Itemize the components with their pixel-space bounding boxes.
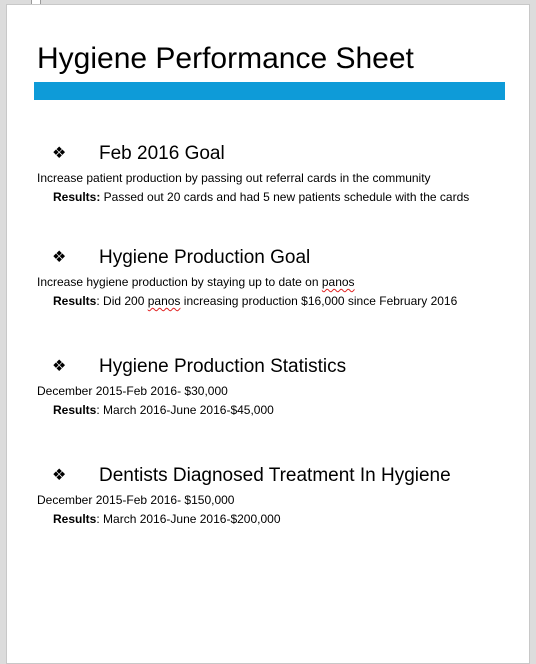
section-description — [37, 275, 507, 289]
section-heading: Feb 2016 Goal — [99, 143, 225, 164]
section-heading: Hygiene Production Goal — [99, 247, 311, 268]
result-text: : March 2016-June 2016-$200,000 — [96, 512, 281, 526]
result-label: Results: — [53, 190, 101, 204]
result-label: Results — [53, 512, 97, 526]
section-hygiene-production-goal — [37, 246, 507, 308]
section-heading-row — [37, 246, 507, 270]
section-heading-row — [37, 464, 507, 488]
result-text: : Did 200 — [96, 294, 148, 308]
section-result — [37, 190, 507, 204]
section-heading-row — [37, 355, 507, 379]
section-description: December 2015-Feb 2016- $30,000 — [37, 384, 228, 398]
diamond-bullet-icon: ❖ — [52, 467, 67, 484]
section-result — [37, 512, 507, 526]
section-heading: Dentists Diagnosed Treatment In Hygiene — [99, 465, 451, 486]
section-dentists-diagnosed-treatment — [37, 464, 507, 526]
section-result — [37, 403, 507, 417]
section-description: December 2015-Feb 2016- $150,000 — [37, 493, 235, 507]
result-label: Results — [53, 403, 97, 417]
section-hygiene-production-statistics — [37, 355, 507, 417]
diamond-bullet-icon: ❖ — [52, 249, 67, 266]
result-text: : March 2016-June 2016-$45,000 — [96, 403, 274, 417]
section-description: Increase patient production by passing out referral cards in the community — [37, 171, 431, 185]
spellcheck-flagged-word[interactable]: panos — [147, 294, 181, 308]
section-feb-2016-goal — [37, 142, 507, 204]
diamond-bullet-icon: ❖ — [52, 358, 67, 375]
description-text: Increase hygiene production by staying up to date on — [37, 275, 322, 289]
diamond-bullet-icon: ❖ — [52, 145, 67, 162]
result-text: Passed out 20 cards and had 5 new patients schedule with the cards — [100, 190, 470, 204]
result-text-end: increasing production $16,000 since February 2016 — [180, 294, 458, 308]
spellcheck-flagged-word[interactable]: panos — [321, 275, 355, 289]
section-heading: Hygiene Production Statistics — [99, 356, 347, 377]
page-title: Hygiene Performance Sheet — [37, 42, 414, 75]
result-label: Results — [53, 294, 97, 308]
title-accent-bar — [34, 82, 505, 100]
document-page — [6, 4, 530, 664]
section-result — [37, 294, 507, 308]
section-heading-row — [37, 142, 507, 166]
